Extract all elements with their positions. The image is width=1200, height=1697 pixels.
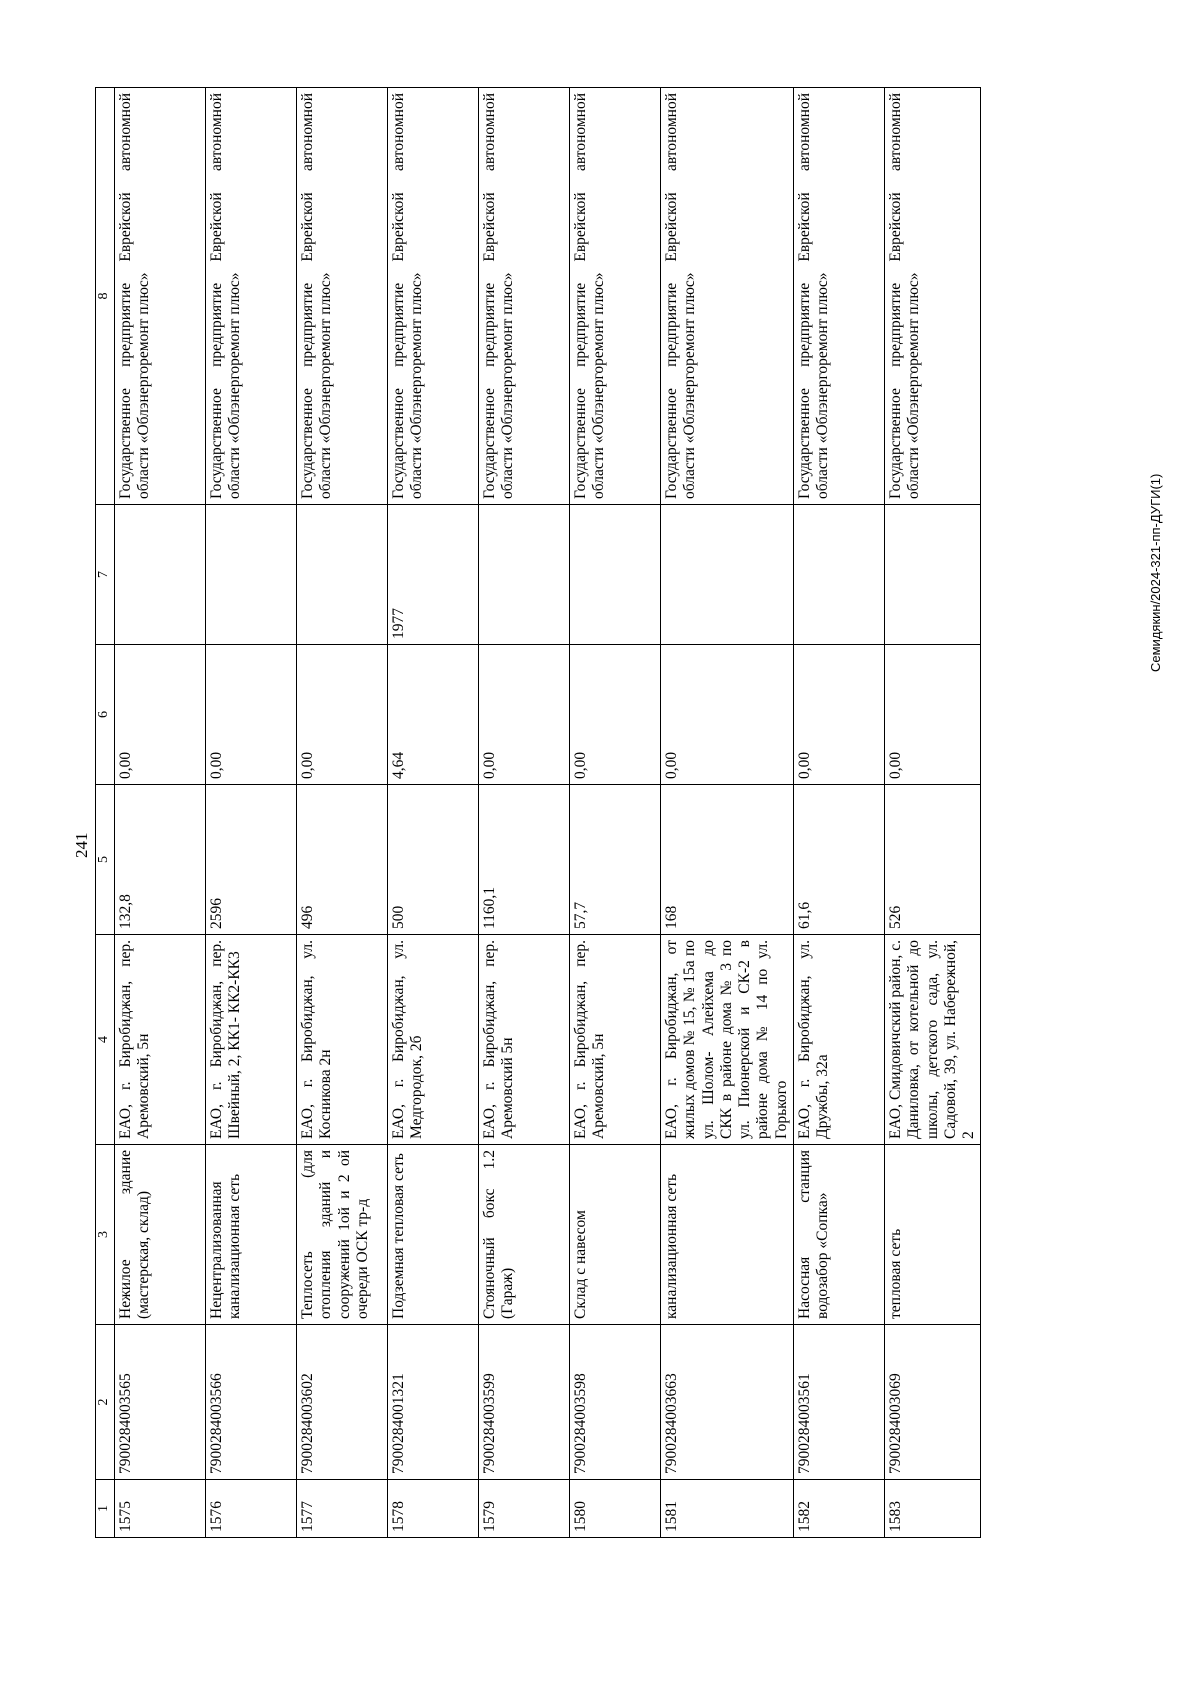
row-number-cell: 1575 — [115, 1480, 206, 1538]
object-name-cell: Нецентрализованная канализационная сеть — [206, 1145, 297, 1325]
year-cell — [661, 505, 794, 645]
column-header: 7 — [96, 505, 115, 645]
area-cell: 526 — [884, 785, 980, 935]
value-cell: 0,00 — [793, 645, 884, 785]
object-name-cell: тепловая сеть — [884, 1145, 980, 1325]
address-cell: ЕАО, г. Биробиджан, ул. Косникова 2н — [297, 935, 388, 1145]
cadastral-number-cell: 7900284003598 — [570, 1325, 661, 1480]
object-name-cell: канализационная сеть — [661, 1145, 794, 1325]
address-cell: ЕАО, Смидовичский район, с. Даниловка, от котельной до школы, детского сада, ул. Садовой, 39, ул. Набережной, 2 — [884, 935, 980, 1145]
year-cell — [884, 505, 980, 645]
cadastral-number-cell: 7900284001321 — [388, 1325, 479, 1480]
year-cell — [793, 505, 884, 645]
table-row — [479, 88, 570, 1538]
area-cell: 496 — [297, 785, 388, 935]
table-row — [884, 88, 980, 1538]
column-header: 1 — [96, 1480, 115, 1538]
year-cell — [206, 505, 297, 645]
object-name-cell: Нежилое здание (мастерская, склад) — [115, 1145, 206, 1325]
year-cell — [115, 505, 206, 645]
area-cell: 1160,1 — [479, 785, 570, 935]
value-cell: 0,00 — [297, 645, 388, 785]
document-code: Семидякин/2024-321-пп-ДУГИ(1) — [1148, 473, 1163, 672]
owner-cell: Государственное предприятие Еврейской автономной области «Облэнергоремонт плюс» — [206, 88, 297, 505]
row-number-cell: 1579 — [479, 1480, 570, 1538]
year-cell — [570, 505, 661, 645]
object-name-cell: Теплосеть (для отопления зданий и сооружений 1ой и 2 ой очереди ОСК тр-д — [297, 1145, 388, 1325]
column-number-row — [96, 88, 115, 1538]
column-header: 2 — [96, 1325, 115, 1480]
value-cell: 0,00 — [115, 645, 206, 785]
area-cell: 57,7 — [570, 785, 661, 935]
column-header: 6 — [96, 645, 115, 785]
year-cell — [479, 505, 570, 645]
register-sheet — [95, 88, 1105, 1538]
cadastral-number-cell: 7900284003599 — [479, 1325, 570, 1480]
object-name-cell: Склад с навесом — [570, 1145, 661, 1325]
area-cell: 61,6 — [793, 785, 884, 935]
value-cell: 0,00 — [479, 645, 570, 785]
area-cell: 132,8 — [115, 785, 206, 935]
owner-cell: Государственное предприятие Еврейской автономной области «Облэнергоремонт плюс» — [884, 88, 980, 505]
object-name-cell: Насосная станция водозабор «Сопка» — [793, 1145, 884, 1325]
cadastral-number-cell: 7900284003602 — [297, 1325, 388, 1480]
value-cell: 0,00 — [206, 645, 297, 785]
value-cell: 4,64 — [388, 645, 479, 785]
cadastral-number-cell: 7900284003561 — [793, 1325, 884, 1480]
value-cell: 0,00 — [570, 645, 661, 785]
owner-cell: Государственное предприятие Еврейской автономной области «Облэнергоремонт плюс» — [661, 88, 794, 505]
table-row — [388, 88, 479, 1538]
row-number-cell: 1583 — [884, 1480, 980, 1538]
owner-cell: Государственное предприятие Еврейской автономной области «Облэнергоремонт плюс» — [793, 88, 884, 505]
object-name-cell: Стояночный бокс 1.2 (Гараж) — [479, 1145, 570, 1325]
page-number: 241 — [72, 832, 91, 858]
owner-cell: Государственное предприятие Еврейской автономной области «Облэнергоремонт плюс» — [388, 88, 479, 505]
column-header: 4 — [96, 935, 115, 1145]
cadastral-number-cell: 7900284003566 — [206, 1325, 297, 1480]
table-row — [297, 88, 388, 1538]
address-cell: ЕАО, г. Биробиджан, пер. Швейный, 2, КК1- КК2-КК3 — [206, 935, 297, 1145]
table-row — [661, 88, 794, 1538]
row-number-cell: 1578 — [388, 1480, 479, 1538]
address-cell: ЕАО, г. Биробиджан, ул. Медгородок, 2б — [388, 935, 479, 1145]
value-cell: 0,00 — [884, 645, 980, 785]
owner-cell: Государственное предприятие Еврейской автономной области «Облэнергоремонт плюс» — [570, 88, 661, 505]
address-cell: ЕАО, г. Биробиджан, пер. Аремовский 5н — [479, 935, 570, 1145]
property-register-table — [95, 87, 981, 1538]
table-row — [115, 88, 206, 1538]
owner-cell: Государственное предприятие Еврейской автономной области «Облэнергоремонт плюс» — [115, 88, 206, 505]
value-cell: 0,00 — [661, 645, 794, 785]
address-cell: ЕАО, г. Биробиджан, пер. Аремовский, 5н — [570, 935, 661, 1145]
area-cell: 2596 — [206, 785, 297, 935]
object-name-cell: Подземная тепловая сеть — [388, 1145, 479, 1325]
row-number-cell: 1576 — [206, 1480, 297, 1538]
column-header: 5 — [96, 785, 115, 935]
table-row — [570, 88, 661, 1538]
table-row — [206, 88, 297, 1538]
column-header: 8 — [96, 88, 115, 505]
row-number-cell: 1582 — [793, 1480, 884, 1538]
cadastral-number-cell: 7900284003069 — [884, 1325, 980, 1480]
owner-cell: Государственное предприятие Еврейской автономной области «Облэнергоремонт плюс» — [479, 88, 570, 505]
address-cell: ЕАО, г. Биробиджан, ул. Дружбы, 32а — [793, 935, 884, 1145]
area-cell: 168 — [661, 785, 794, 935]
row-number-cell: 1580 — [570, 1480, 661, 1538]
table-row — [793, 88, 884, 1538]
column-header: 3 — [96, 1145, 115, 1325]
cadastral-number-cell: 7900284003565 — [115, 1325, 206, 1480]
address-cell: ЕАО, г. Биробиджан, от жилых домов № 15, № 15а по ул. Шолом- Алейхема до СКК в районе дома № 3 по ул. Пионерской и СК-2 в районе дома № 14 по ул. Горького — [661, 935, 794, 1145]
owner-cell: Государственное предприятие Еврейской автономной области «Облэнергоремонт плюс» — [297, 88, 388, 505]
address-cell: ЕАО, г. Биробиджан, пер. Аремовский, 5н — [115, 935, 206, 1145]
row-number-cell: 1581 — [661, 1480, 794, 1538]
row-number-cell: 1577 — [297, 1480, 388, 1538]
year-cell: 1977 — [388, 505, 479, 645]
area-cell: 500 — [388, 785, 479, 935]
cadastral-number-cell: 7900284003663 — [661, 1325, 794, 1480]
year-cell — [297, 505, 388, 645]
